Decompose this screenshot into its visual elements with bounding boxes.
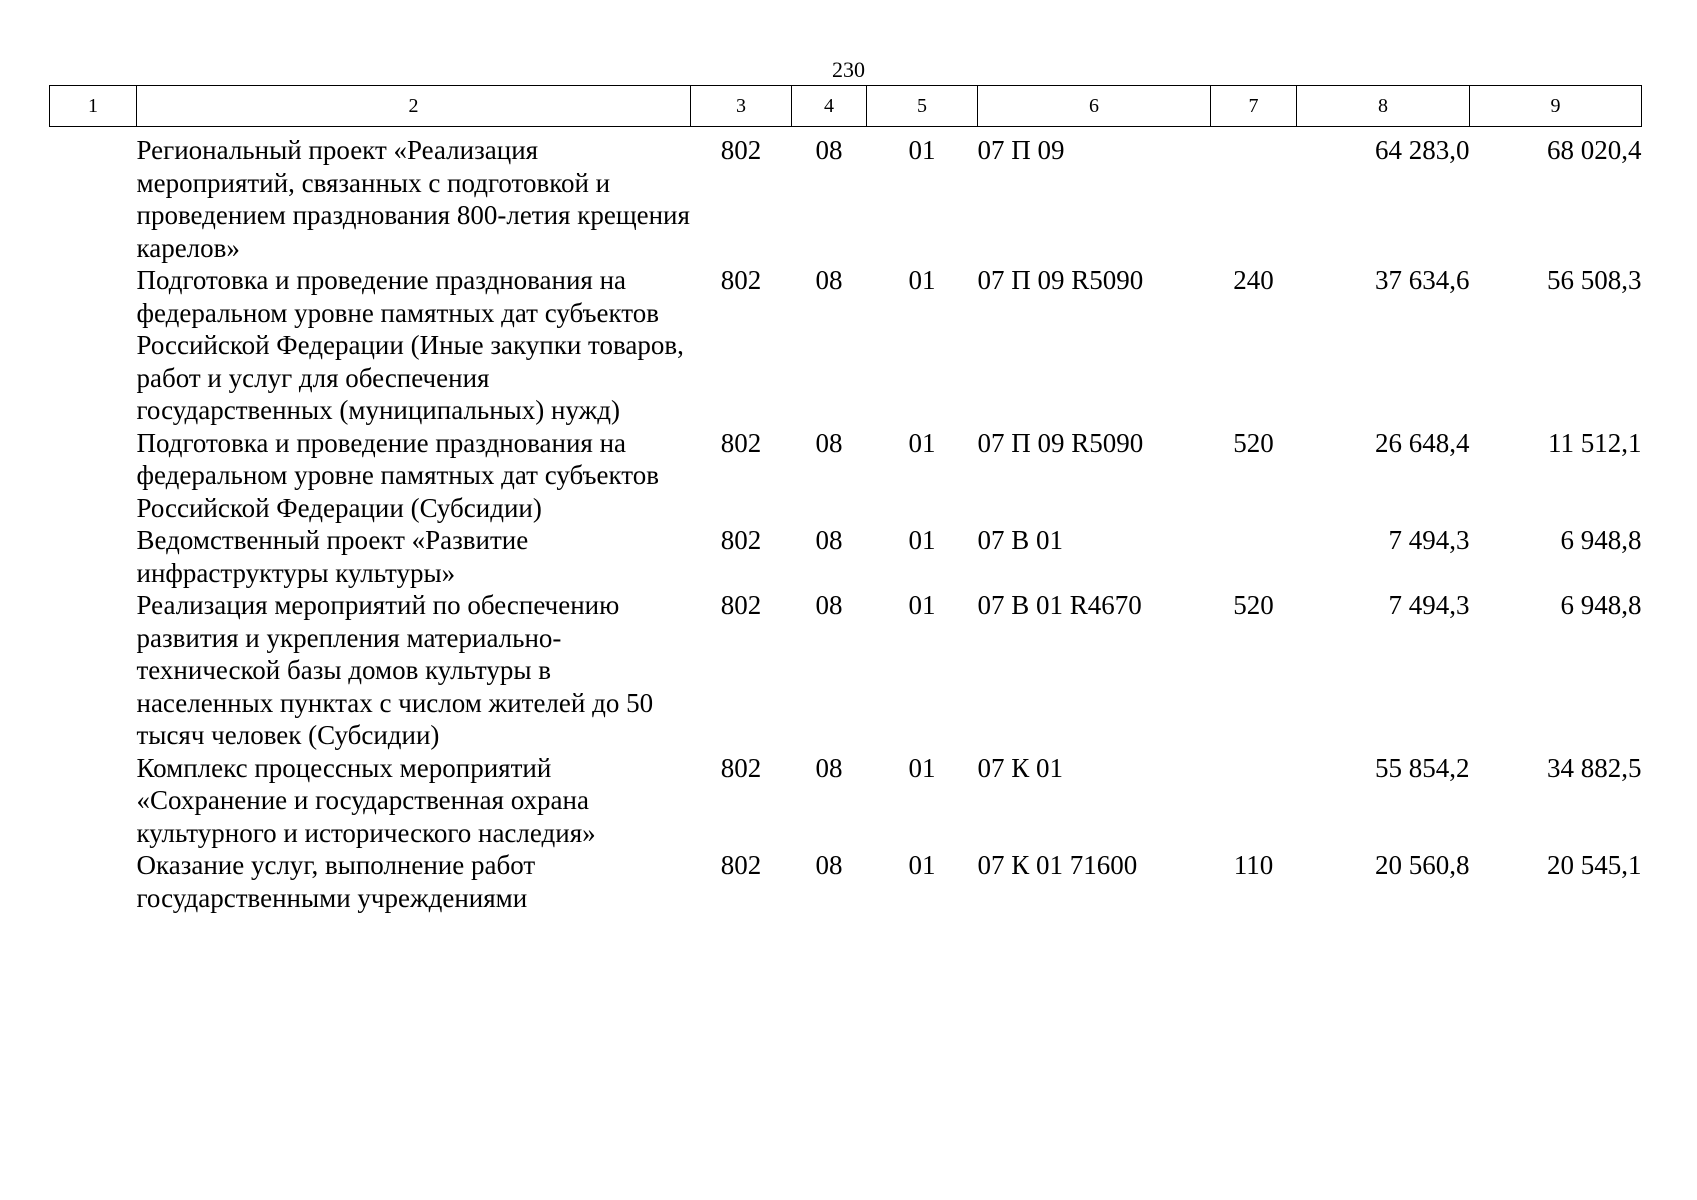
cell-description: Реализация мероприятий по обеспечению развития и укрепления материально-технической базы домов культуры в населенных пунктах с числом жителей до 50 тысяч человек (Субсидии) bbox=[136, 590, 654, 750]
cell-description: Комплекс процессных мероприятий «Сохранение и государственная охрана культурного и исторического наследия» bbox=[136, 752, 596, 848]
cell-col5: 01 bbox=[908, 850, 936, 880]
cell-col1 bbox=[50, 524, 137, 589]
header-col-7: 7 bbox=[1211, 86, 1297, 127]
cell-col8: 7 494,3 bbox=[1388, 525, 1470, 555]
cell-col8: 55 854,2 bbox=[1375, 752, 1470, 783]
cell-description: Ведомственный проект «Развитие инфраструктуры культуры» bbox=[136, 525, 529, 588]
cell-description: Подготовка и проведение празднования на федеральном уровне памятных дат субъектов Российской Федерации (Иные закупки товаров, работ и услуг для обеспечения государственных (муниципальных) нужд) bbox=[136, 265, 684, 425]
cell-col6: 07 П 09 R5090 bbox=[977, 265, 1144, 295]
cell-col1 bbox=[50, 849, 137, 914]
table-row bbox=[50, 427, 1642, 525]
cell-col5: 01 bbox=[908, 752, 936, 783]
header-col-2: 2 bbox=[137, 86, 691, 127]
cell-col5: 01 bbox=[908, 525, 936, 555]
cell-col4: 08 bbox=[815, 590, 843, 620]
cell-col3: 802 bbox=[720, 590, 762, 620]
cell-col9: 56 508,3 bbox=[1547, 265, 1642, 295]
header-col-9: 9 bbox=[1470, 86, 1642, 127]
cell-col9: 34 882,5 bbox=[1547, 752, 1642, 783]
cell-col4: 08 bbox=[815, 752, 843, 783]
cell-col3: 802 bbox=[720, 265, 762, 295]
cell-col4: 08 bbox=[815, 265, 843, 295]
table-row bbox=[50, 524, 1642, 589]
cell-col8: 7 494,3 bbox=[1388, 590, 1470, 620]
cell-col3: 802 bbox=[720, 135, 762, 165]
cell-col8: 37 634,6 bbox=[1375, 265, 1470, 295]
table-row bbox=[50, 589, 1642, 752]
cell-col7: 110 bbox=[1233, 850, 1274, 880]
cell-col9: 68 020,4 bbox=[1547, 135, 1642, 165]
cell-col9: 20 545,1 bbox=[1547, 850, 1642, 880]
cell-col4: 08 bbox=[815, 850, 843, 880]
table-row bbox=[50, 849, 1642, 914]
cell-col4: 08 bbox=[815, 427, 843, 458]
cell-col7: 240 bbox=[1233, 265, 1274, 295]
cell-col4: 08 bbox=[815, 135, 843, 165]
cell-col4: 08 bbox=[815, 525, 843, 555]
cell-col3: 802 bbox=[720, 427, 762, 458]
cell-col7: 520 bbox=[1233, 427, 1274, 458]
header-col-6: 6 bbox=[978, 86, 1211, 127]
cell-col5: 01 bbox=[908, 590, 936, 620]
cell-col1 bbox=[50, 127, 137, 265]
cell-col1 bbox=[50, 752, 137, 850]
cell-col6: 07 П 09 bbox=[977, 135, 1065, 165]
header-col-1: 1 bbox=[50, 86, 137, 127]
cell-col7 bbox=[1211, 524, 1297, 589]
cell-col9: 6 948,8 bbox=[1560, 525, 1642, 555]
cell-col3: 802 bbox=[720, 752, 762, 783]
cell-col8: 64 283,0 bbox=[1375, 135, 1470, 165]
cell-col5: 01 bbox=[908, 427, 936, 458]
cell-col7 bbox=[1211, 752, 1297, 850]
cell-description: Оказание услуг, выполнение работ государственными учреждениями bbox=[136, 850, 536, 913]
table-row bbox=[50, 127, 1642, 265]
cell-col1 bbox=[50, 589, 137, 752]
header-col-8: 8 bbox=[1297, 86, 1470, 127]
cell-col1 bbox=[50, 264, 137, 427]
table-body bbox=[50, 127, 1642, 915]
cell-col3: 802 bbox=[720, 850, 762, 880]
cell-description: Подготовка и проведение празднования на федеральном уровне памятных дат субъектов Российской Федерации (Субсидии) bbox=[136, 427, 659, 523]
cell-col1 bbox=[50, 427, 137, 525]
cell-col9: 6 948,8 bbox=[1560, 590, 1642, 620]
header-col-3: 3 bbox=[691, 86, 792, 127]
cell-col3: 802 bbox=[720, 525, 762, 555]
cell-col6: 07 П 09 R5090 bbox=[977, 427, 1144, 458]
cell-col7 bbox=[1211, 127, 1297, 265]
cell-col7: 520 bbox=[1233, 590, 1274, 620]
cell-col6: 07 В 01 bbox=[977, 525, 1064, 555]
header-col-4: 4 bbox=[792, 86, 867, 127]
header-col-5: 5 bbox=[867, 86, 978, 127]
cell-description: Региональный проект «Реализация мероприятий, связанных с подготовкой и проведением празднования 800-летия крещения карелов» bbox=[136, 135, 690, 263]
cell-col8: 20 560,8 bbox=[1375, 850, 1470, 880]
table-row bbox=[50, 264, 1642, 427]
table-row bbox=[50, 752, 1642, 850]
header-row bbox=[50, 86, 1642, 127]
page-number: 230 bbox=[832, 57, 865, 82]
cell-col8: 26 648,4 bbox=[1375, 427, 1470, 458]
cell-col5: 01 bbox=[908, 265, 936, 295]
cell-col6: 07 В 01 R4670 bbox=[977, 590, 1142, 620]
cell-col5: 01 bbox=[908, 135, 936, 165]
table-header bbox=[50, 86, 1642, 127]
cell-col9: 11 512,1 bbox=[1548, 427, 1642, 458]
cell-col6: 07 К 01 71600 bbox=[977, 850, 1138, 880]
cell-col6: 07 К 01 bbox=[977, 752, 1064, 783]
budget-table bbox=[49, 85, 1642, 914]
